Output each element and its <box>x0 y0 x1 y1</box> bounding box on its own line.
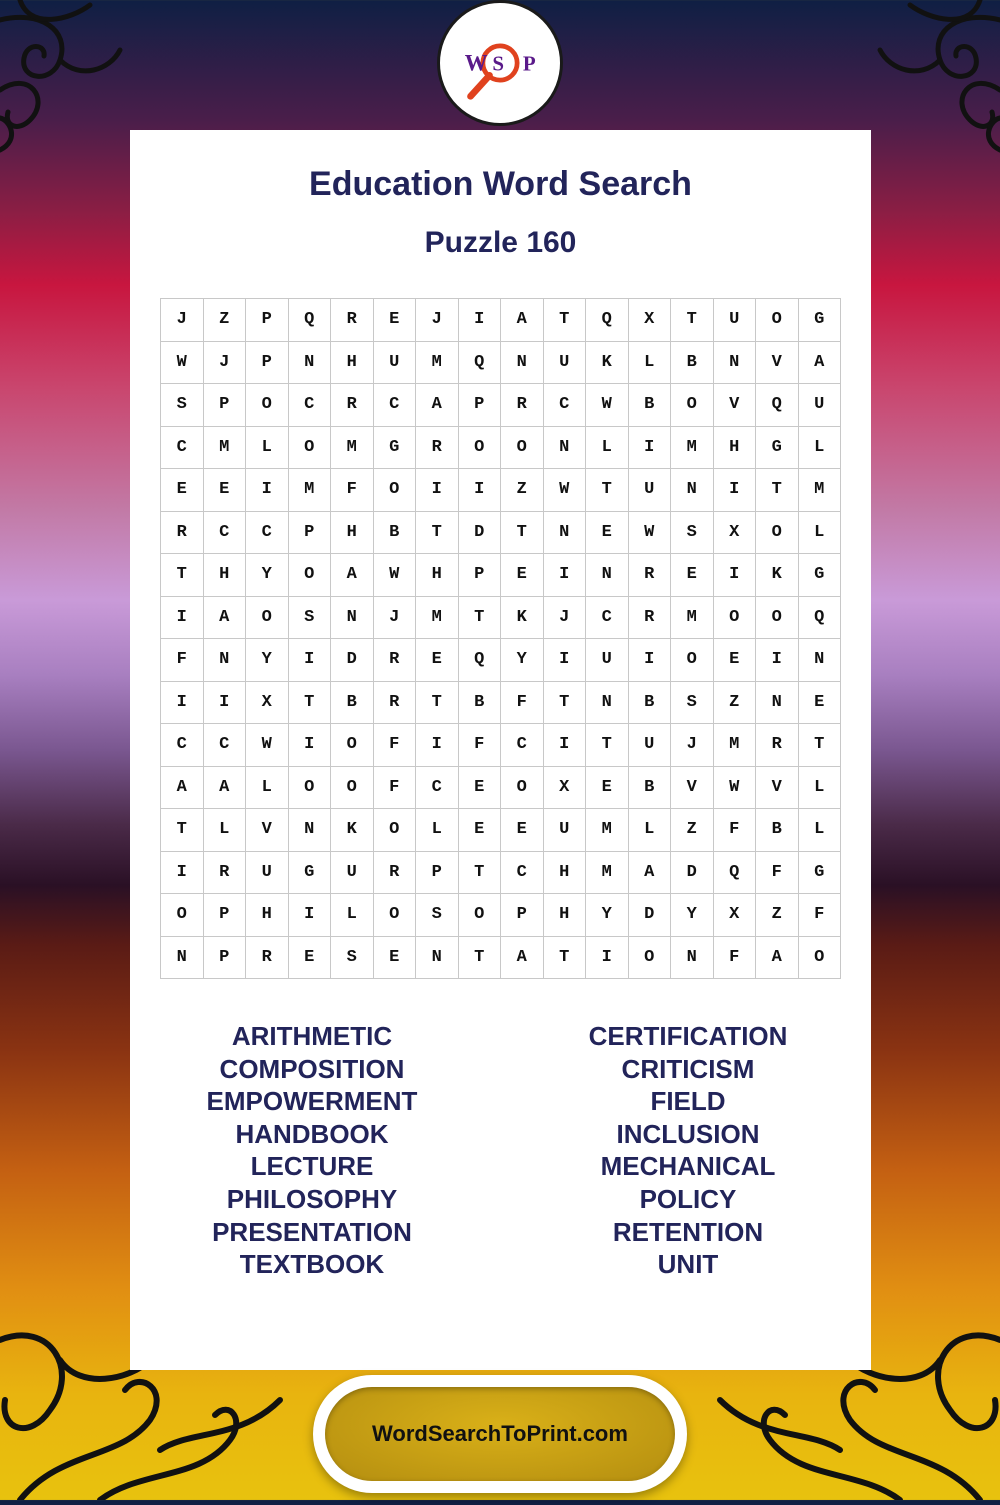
grid-cell[interactable]: Z <box>671 809 714 852</box>
grid-cell[interactable]: I <box>459 299 502 342</box>
grid-cell[interactable]: V <box>756 767 799 810</box>
grid-cell[interactable]: R <box>161 512 204 555</box>
grid-cell[interactable]: A <box>161 767 204 810</box>
grid-cell[interactable]: T <box>544 937 587 980</box>
grid-cell[interactable]: O <box>246 384 289 427</box>
grid-cell[interactable]: O <box>459 894 502 937</box>
grid-cell[interactable]: F <box>374 767 417 810</box>
grid-cell[interactable]: T <box>459 852 502 895</box>
grid-cell[interactable]: L <box>799 809 842 852</box>
grid-cell[interactable]: U <box>331 852 374 895</box>
grid-cell[interactable]: N <box>501 342 544 385</box>
grid-cell[interactable]: T <box>671 299 714 342</box>
grid-cell[interactable]: U <box>799 384 842 427</box>
grid-cell[interactable]: M <box>416 342 459 385</box>
site-link-label: WordSearchToPrint.com <box>372 1421 628 1446</box>
grid-cell[interactable]: I <box>544 554 587 597</box>
word-item: MECHANICAL <box>600 1151 776 1182</box>
grid-cell[interactable]: S <box>671 682 714 725</box>
grid-cell[interactable]: S <box>289 597 332 640</box>
grid-cell[interactable]: W <box>544 469 587 512</box>
grid-cell[interactable]: S <box>416 894 459 937</box>
grid-cell[interactable]: Q <box>586 299 629 342</box>
grid-cell[interactable]: U <box>374 342 417 385</box>
grid-cell[interactable]: Q <box>799 597 842 640</box>
site-badge <box>313 1375 687 1493</box>
grid-cell[interactable]: B <box>374 512 417 555</box>
grid-cell[interactable]: I <box>714 554 757 597</box>
grid-cell[interactable]: X <box>629 299 672 342</box>
grid-cell[interactable]: U <box>629 469 672 512</box>
grid-cell[interactable]: I <box>416 469 459 512</box>
grid-cell[interactable]: Z <box>714 682 757 725</box>
grid-cell[interactable]: L <box>416 809 459 852</box>
grid-cell[interactable]: Y <box>246 639 289 682</box>
grid-cell[interactable]: T <box>501 512 544 555</box>
grid-cell[interactable]: N <box>544 512 587 555</box>
logo-letter-w: W <box>464 50 488 76</box>
grid-cell[interactable]: N <box>714 342 757 385</box>
grid-cell[interactable]: O <box>331 767 374 810</box>
grid-cell[interactable]: T <box>459 597 502 640</box>
site-link-button[interactable] <box>325 1387 675 1481</box>
grid-cell[interactable]: N <box>756 682 799 725</box>
grid-cell[interactable]: N <box>204 639 247 682</box>
grid-cell[interactable]: F <box>459 724 502 767</box>
logo-letter-s: S <box>492 51 505 76</box>
grid-cell[interactable]: O <box>671 384 714 427</box>
grid-cell[interactable]: P <box>501 894 544 937</box>
grid-cell[interactable]: H <box>714 427 757 470</box>
grid-cell[interactable]: F <box>714 937 757 980</box>
grid-cell[interactable]: W <box>246 724 289 767</box>
grid-cell[interactable]: O <box>374 469 417 512</box>
grid-cell[interactable]: R <box>331 299 374 342</box>
grid-cell[interactable]: H <box>331 342 374 385</box>
grid-cell[interactable]: O <box>714 597 757 640</box>
grid-cell[interactable]: Q <box>289 299 332 342</box>
grid-cell[interactable]: E <box>374 937 417 980</box>
page-title: Education Word Search <box>309 165 692 203</box>
grid-cell[interactable]: D <box>629 894 672 937</box>
grid-cell[interactable]: W <box>374 554 417 597</box>
grid-cell[interactable]: O <box>629 937 672 980</box>
grid-cell[interactable]: N <box>544 427 587 470</box>
grid-cell[interactable]: A <box>756 937 799 980</box>
grid-cell[interactable]: R <box>331 384 374 427</box>
grid-cell[interactable]: M <box>714 724 757 767</box>
grid-cell[interactable]: Q <box>459 639 502 682</box>
grid-cell[interactable]: T <box>289 682 332 725</box>
grid-cell[interactable]: S <box>161 384 204 427</box>
grid-cell[interactable]: C <box>544 384 587 427</box>
grid-cell[interactable]: B <box>756 809 799 852</box>
grid-cell[interactable]: U <box>714 299 757 342</box>
grid-cell[interactable]: G <box>374 427 417 470</box>
grid-cell[interactable]: B <box>671 342 714 385</box>
grid-cell[interactable]: N <box>289 809 332 852</box>
grid-cell[interactable]: G <box>799 299 842 342</box>
grid-cell[interactable]: U <box>544 809 587 852</box>
grid-cell[interactable]: T <box>161 809 204 852</box>
grid-cell[interactable]: I <box>289 724 332 767</box>
grid-cell[interactable]: J <box>161 299 204 342</box>
grid-cell[interactable]: I <box>204 682 247 725</box>
grid-cell[interactable]: N <box>161 937 204 980</box>
grid-cell[interactable]: O <box>501 427 544 470</box>
grid-cell[interactable]: O <box>459 427 502 470</box>
grid-cell[interactable]: U <box>246 852 289 895</box>
grid-cell[interactable]: W <box>714 767 757 810</box>
grid-cell[interactable]: R <box>246 937 289 980</box>
grid-cell[interactable]: T <box>756 469 799 512</box>
grid-cell[interactable]: U <box>586 639 629 682</box>
grid-cell[interactable]: T <box>586 724 629 767</box>
wsp-logo[interactable] <box>437 0 563 126</box>
grid-cell[interactable]: P <box>204 384 247 427</box>
grid-cell[interactable]: T <box>416 512 459 555</box>
grid-cell[interactable]: M <box>416 597 459 640</box>
grid-cell[interactable]: J <box>544 597 587 640</box>
grid-cell[interactable]: I <box>161 852 204 895</box>
grid-cell[interactable]: M <box>331 427 374 470</box>
grid-cell[interactable]: C <box>374 384 417 427</box>
grid-cell[interactable]: M <box>586 852 629 895</box>
grid-cell[interactable]: P <box>459 554 502 597</box>
grid-cell[interactable]: T <box>459 937 502 980</box>
grid-cell[interactable]: I <box>289 639 332 682</box>
grid-cell[interactable]: E <box>459 809 502 852</box>
grid-cell[interactable]: W <box>586 384 629 427</box>
grid-cell[interactable]: R <box>629 597 672 640</box>
grid-cell[interactable]: C <box>204 724 247 767</box>
word-item: PRESENTATION <box>212 1216 412 1247</box>
grid-cell[interactable]: O <box>289 767 332 810</box>
grid-cell[interactable]: M <box>289 469 332 512</box>
word-item: CRITICISM <box>621 1053 755 1084</box>
grid-cell[interactable]: D <box>331 639 374 682</box>
grid-cell[interactable]: A <box>204 767 247 810</box>
grid-cell[interactable]: X <box>714 894 757 937</box>
grid-cell[interactable]: I <box>586 937 629 980</box>
grid-cell[interactable]: W <box>161 342 204 385</box>
grid-cell[interactable]: P <box>416 852 459 895</box>
grid-cell[interactable]: H <box>544 894 587 937</box>
grid-cell[interactable]: R <box>416 427 459 470</box>
grid-cell[interactable]: B <box>459 682 502 725</box>
grid-cell[interactable]: P <box>246 299 289 342</box>
grid-cell[interactable]: I <box>246 469 289 512</box>
grid-cell[interactable]: L <box>246 427 289 470</box>
grid-cell[interactable]: G <box>799 554 842 597</box>
grid-cell[interactable]: X <box>714 512 757 555</box>
grid-cell[interactable]: F <box>331 469 374 512</box>
grid-cell[interactable]: O <box>246 597 289 640</box>
grid-cell[interactable]: O <box>374 894 417 937</box>
grid-cell[interactable]: K <box>756 554 799 597</box>
grid-cell[interactable]: E <box>586 767 629 810</box>
grid-cell[interactable]: E <box>374 299 417 342</box>
grid-cell[interactable]: E <box>799 682 842 725</box>
grid-cell[interactable]: P <box>204 937 247 980</box>
grid-cell[interactable]: S <box>671 512 714 555</box>
grid-cell[interactable]: C <box>501 724 544 767</box>
grid-cell[interactable]: D <box>671 852 714 895</box>
grid-cell[interactable]: N <box>416 937 459 980</box>
grid-cell[interactable]: I <box>629 639 672 682</box>
grid-cell[interactable]: T <box>161 554 204 597</box>
grid-cell[interactable]: N <box>586 554 629 597</box>
grid-cell[interactable]: I <box>161 682 204 725</box>
grid-cell[interactable]: Y <box>586 894 629 937</box>
grid-cell[interactable]: W <box>629 512 672 555</box>
grid-cell[interactable]: F <box>799 894 842 937</box>
grid-cell[interactable]: R <box>374 852 417 895</box>
word-item: ARITHMETIC <box>231 1021 393 1051</box>
grid-cell[interactable]: O <box>799 937 842 980</box>
word-item: HANDBOOK <box>235 1118 389 1149</box>
grid-cell[interactable]: E <box>459 767 502 810</box>
grid-cell[interactable]: H <box>246 894 289 937</box>
letter-grid <box>160 298 841 979</box>
grid-cell[interactable]: V <box>714 384 757 427</box>
grid-cell[interactable]: B <box>331 682 374 725</box>
grid-cell[interactable]: V <box>246 809 289 852</box>
grid-cell[interactable]: L <box>629 342 672 385</box>
grid-cell[interactable]: F <box>714 809 757 852</box>
grid-cell[interactable]: A <box>416 384 459 427</box>
grid-cell[interactable]: B <box>629 682 672 725</box>
grid-cell[interactable]: F <box>501 682 544 725</box>
word-item: TEXTBOOK <box>239 1249 385 1280</box>
grid-cell[interactable]: Y <box>671 894 714 937</box>
grid-cell[interactable]: Y <box>246 554 289 597</box>
word-item: CERTIFICATION <box>588 1021 788 1051</box>
word-item: COMPOSITION <box>219 1053 405 1084</box>
grid-cell[interactable]: P <box>246 342 289 385</box>
grid-cell[interactable]: K <box>331 809 374 852</box>
grid-cell[interactable]: I <box>544 639 587 682</box>
grid-cell[interactable]: C <box>246 512 289 555</box>
grid-cell[interactable]: O <box>756 299 799 342</box>
grid-cell[interactable]: I <box>416 724 459 767</box>
grid-cell[interactable]: K <box>501 597 544 640</box>
grid-cell[interactable]: A <box>204 597 247 640</box>
grid-cell[interactable]: A <box>501 937 544 980</box>
word-item: PHILOSOPHY <box>226 1183 398 1214</box>
grid-cell[interactable]: E <box>161 469 204 512</box>
grid-cell[interactable]: E <box>289 937 332 980</box>
grid-cell[interactable]: E <box>714 639 757 682</box>
grid-cell[interactable]: C <box>289 384 332 427</box>
grid-cell[interactable]: I <box>459 469 502 512</box>
grid-cell[interactable]: T <box>586 469 629 512</box>
word-item: UNIT <box>657 1249 719 1280</box>
grid-cell[interactable]: Z <box>501 469 544 512</box>
grid-cell[interactable]: V <box>756 342 799 385</box>
grid-cell[interactable]: M <box>671 427 714 470</box>
grid-cell[interactable]: J <box>204 342 247 385</box>
grid-cell[interactable]: M <box>799 469 842 512</box>
grid-cell[interactable]: Q <box>459 342 502 385</box>
grid-cell[interactable]: L <box>586 427 629 470</box>
puzzle-card <box>130 130 871 1370</box>
grid-cell[interactable]: A <box>799 342 842 385</box>
grid-cell[interactable]: L <box>331 894 374 937</box>
grid-cell[interactable]: I <box>629 427 672 470</box>
grid-cell[interactable]: C <box>416 767 459 810</box>
grid-cell[interactable]: A <box>501 299 544 342</box>
grid-cell[interactable]: X <box>246 682 289 725</box>
grid-cell[interactable]: O <box>331 724 374 767</box>
grid-cell[interactable]: J <box>671 724 714 767</box>
grid-cell[interactable]: T <box>799 724 842 767</box>
grid-cell[interactable]: P <box>459 384 502 427</box>
grid-cell[interactable]: Q <box>714 852 757 895</box>
grid-cell[interactable]: H <box>331 512 374 555</box>
grid-cell[interactable]: C <box>501 852 544 895</box>
grid-cell[interactable]: M <box>671 597 714 640</box>
grid-cell[interactable]: C <box>586 597 629 640</box>
grid-cell[interactable]: T <box>544 682 587 725</box>
grid-cell[interactable]: E <box>501 809 544 852</box>
grid-cell[interactable]: R <box>501 384 544 427</box>
grid-cell[interactable]: B <box>629 767 672 810</box>
grid-cell[interactable]: F <box>161 639 204 682</box>
grid-cell[interactable]: G <box>756 427 799 470</box>
grid-cell[interactable]: L <box>629 809 672 852</box>
grid-cell[interactable]: U <box>629 724 672 767</box>
grid-cell[interactable]: N <box>671 469 714 512</box>
grid-cell[interactable]: N <box>331 597 374 640</box>
grid-cell[interactable]: F <box>756 852 799 895</box>
word-list-left <box>162 1020 462 1281</box>
grid-cell[interactable]: O <box>161 894 204 937</box>
grid-cell[interactable]: I <box>161 597 204 640</box>
grid-cell[interactable]: G <box>289 852 332 895</box>
grid-cell[interactable]: L <box>799 767 842 810</box>
grid-cell[interactable]: O <box>374 809 417 852</box>
grid-cell[interactable]: I <box>289 894 332 937</box>
word-item: POLICY <box>639 1183 737 1214</box>
grid-cell[interactable]: P <box>289 512 332 555</box>
grid-cell[interactable]: L <box>204 809 247 852</box>
grid-cell[interactable]: S <box>331 937 374 980</box>
grid-cell[interactable]: C <box>161 427 204 470</box>
grid-cell[interactable]: L <box>799 512 842 555</box>
grid-cell[interactable]: K <box>586 342 629 385</box>
grid-cell[interactable]: H <box>416 554 459 597</box>
corner-flourish-top-right <box>850 0 1000 180</box>
logo-letter-p: P <box>522 51 536 76</box>
grid-cell[interactable]: I <box>714 469 757 512</box>
grid-cell[interactable]: T <box>544 299 587 342</box>
grid-cell[interactable]: J <box>374 597 417 640</box>
grid-cell[interactable]: C <box>161 724 204 767</box>
grid-cell[interactable]: M <box>586 809 629 852</box>
word-item: INCLUSION <box>616 1118 760 1149</box>
grid-cell[interactable]: E <box>416 639 459 682</box>
grid-cell[interactable]: U <box>544 342 587 385</box>
grid-cell[interactable]: E <box>671 554 714 597</box>
grid-cell[interactable]: E <box>204 469 247 512</box>
grid-cell[interactable]: H <box>544 852 587 895</box>
grid-cell[interactable]: Z <box>756 894 799 937</box>
grid-cell[interactable]: I <box>544 724 587 767</box>
grid-cell[interactable]: E <box>501 554 544 597</box>
puzzle-number: Puzzle 160 <box>424 226 577 259</box>
grid-cell[interactable]: P <box>204 894 247 937</box>
grid-cell[interactable]: A <box>629 852 672 895</box>
grid-cell[interactable]: V <box>671 767 714 810</box>
grid-cell[interactable]: B <box>629 384 672 427</box>
grid-cell[interactable]: H <box>204 554 247 597</box>
grid-cell[interactable]: A <box>331 554 374 597</box>
grid-cell[interactable]: O <box>289 427 332 470</box>
word-list-right <box>538 1020 838 1281</box>
grid-cell[interactable]: N <box>289 342 332 385</box>
grid-cell[interactable]: G <box>799 852 842 895</box>
grid-cell[interactable]: R <box>756 724 799 767</box>
grid-cell[interactable]: C <box>204 512 247 555</box>
word-item: FIELD <box>650 1086 726 1117</box>
grid-cell[interactable]: R <box>374 682 417 725</box>
grid-cell[interactable]: R <box>374 639 417 682</box>
grid-cell[interactable]: X <box>544 767 587 810</box>
grid-cell[interactable]: L <box>799 427 842 470</box>
grid-cell[interactable]: T <box>416 682 459 725</box>
corner-flourish-top-left <box>0 0 150 180</box>
grid-cell[interactable]: O <box>501 767 544 810</box>
grid-cell[interactable]: O <box>756 597 799 640</box>
grid-cell[interactable]: L <box>246 767 289 810</box>
grid-cell[interactable]: O <box>671 639 714 682</box>
grid-cell[interactable]: N <box>799 639 842 682</box>
grid-cell[interactable]: D <box>459 512 502 555</box>
grid-cell[interactable]: Y <box>501 639 544 682</box>
word-item: EMPOWERMENT <box>206 1086 418 1117</box>
word-item: LECTURE <box>250 1151 374 1182</box>
word-item: RETENTION <box>612 1216 764 1247</box>
grid-cell[interactable]: J <box>416 299 459 342</box>
grid-cell[interactable]: R <box>204 852 247 895</box>
grid-cell[interactable]: Q <box>756 384 799 427</box>
grid-cell[interactable]: O <box>756 512 799 555</box>
grid-cell[interactable]: M <box>204 427 247 470</box>
grid-cell[interactable]: Z <box>204 299 247 342</box>
grid-cell[interactable]: F <box>374 724 417 767</box>
grid-cell[interactable]: E <box>586 512 629 555</box>
grid-cell[interactable]: N <box>586 682 629 725</box>
grid-cell[interactable]: O <box>289 554 332 597</box>
grid-cell[interactable]: N <box>671 937 714 980</box>
grid-cell[interactable]: R <box>629 554 672 597</box>
grid-cell[interactable]: I <box>756 639 799 682</box>
